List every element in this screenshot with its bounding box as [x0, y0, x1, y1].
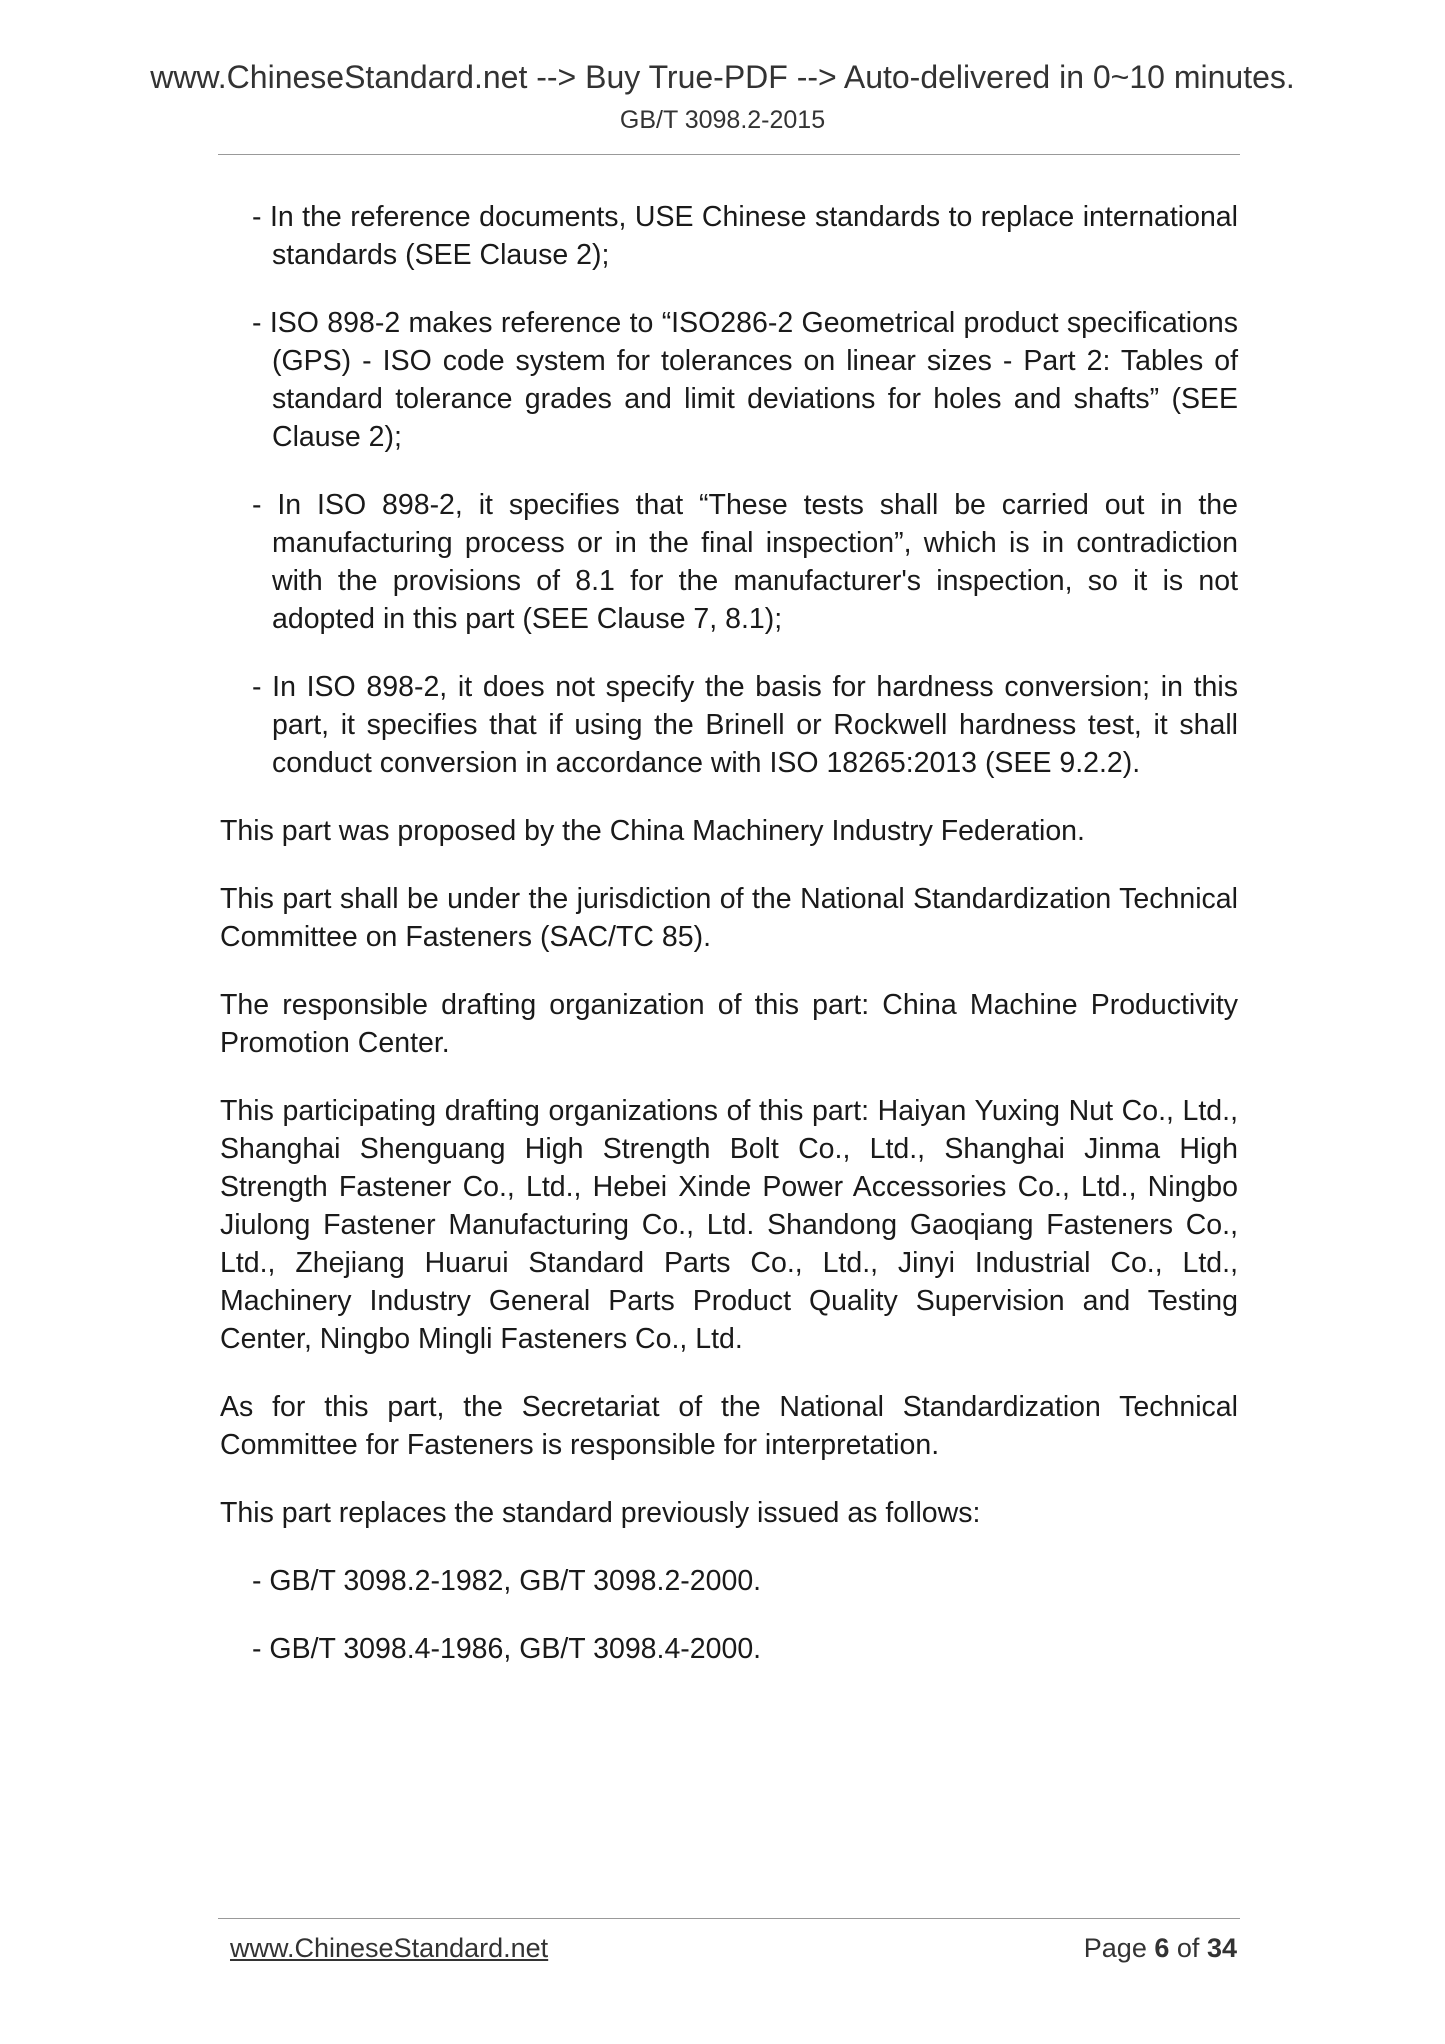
paragraph: This part replaces the standard previously issued as follows: [220, 1497, 981, 1529]
page-number [1084, 1933, 1237, 1964]
page-total: 34 [1206, 1933, 1237, 1963]
paragraph: This participating drafting organizations of this part: Haiyan Yuxing Nut Co., Ltd., Shanghai Shenguang High Strength Bolt Co., Ltd., Shanghai Jinma High Strength Fastener Co., Ltd., Hebei Xinde Power Accessories Co., Ltd., Ningbo Jiulong Fastener Manufacturing Co., Ltd. Shandong Gaoqiang Fasteners Co., Ltd., Zhejiang Huarui Standard Parts Co., Ltd., Jinyi Industrial Co., Ltd., Machinery Industry General Parts Product Quality Supervision and Testing Center, Ningbo Mingli Fasteners Co., Ltd. [220, 1095, 1238, 1355]
bullet-item: - In the reference documents, USE Chinese standards to replace international standards (SEE Clause 2); [252, 201, 1238, 271]
page-current: 6 [1154, 1933, 1170, 1963]
paragraph: This part shall be under the jurisdiction of the National Standardization Technical Committee on Fasteners (SAC/TC 85). [220, 883, 1238, 953]
footer-site-link[interactable]: www.ChineseStandard.net [230, 1933, 549, 1963]
bullet-item: - ISO 898-2 makes reference to “ISO286-2 Geometrical product specifications (GPS) - ISO code system for tolerances on linear sizes - Part 2: Tables of standard tolerance grades and limit deviations for holes and shafts” (SEE Clause 2); [252, 307, 1238, 453]
header-divider [218, 154, 1240, 155]
bullet-item: - GB/T 3098.4-1986, GB/T 3098.4-2000. [252, 1633, 762, 1665]
document-body [220, 198, 1238, 1698]
paragraph: This part was proposed by the China Machinery Industry Federation. [220, 815, 1085, 847]
bullet-item: - GB/T 3098.2-1982, GB/T 3098.2-2000. [252, 1565, 762, 1597]
standard-code: GB/T 3098.2-2015 [619, 106, 826, 134]
header-banner: www.ChineseStandard.net --> Buy True-PDF --> Auto-delivered in 0~10 minutes. [150, 59, 1295, 95]
footer-divider [218, 1918, 1240, 1919]
paragraph: As for this part, the Secretariat of the National Standardization Technical Committee for Fasteners is responsible for interpretation. [220, 1391, 1238, 1461]
page-label: Page [1083, 1933, 1147, 1963]
page-of: of [1176, 1933, 1200, 1963]
paragraph: The responsible drafting organization of this part: China Machine Productivity Promotion Center. [220, 989, 1238, 1059]
bullet-item: - In ISO 898-2, it specifies that “These tests shall be carried out in the manufacturing process or in the final inspection”, which is in contradiction with the provisions of 8.1 for the manufacturer's inspection, so it is not adopted in this part (SEE Clause 7, 8.1); [252, 489, 1238, 635]
bullet-item: - In ISO 898-2, it does not specify the basis for hardness conversion; in this part, it specifies that if using the Brinell or Rockwell hardness test, it shall conduct conversion in accordance with ISO 18265:2013 (SEE 9.2.2). [252, 671, 1238, 779]
